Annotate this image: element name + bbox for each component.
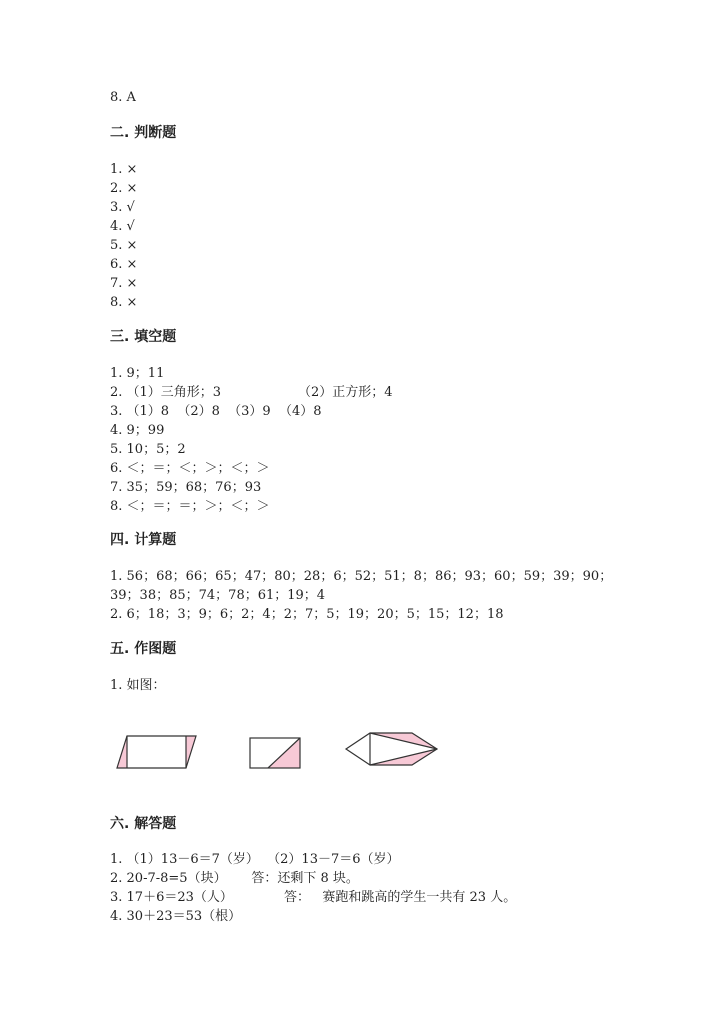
- judgement-item: 7. ×: [110, 276, 138, 291]
- judgement-item: 3. √: [110, 200, 135, 215]
- parallelogram-outline: [117, 736, 196, 768]
- section-title-judgement: 二. 判断题: [110, 125, 177, 141]
- parallelogram-figure: [117, 736, 196, 768]
- judgement-item: 8. ×: [110, 295, 138, 310]
- calc-item-continued: 39；38；85；74；78；61；19；4: [110, 588, 326, 603]
- calc-item: 2. 6；18；3；9；6；2；4；2；7；5；19；20；5；15；12；18: [110, 607, 504, 622]
- fill-item: 2. （1）三角形；3: [110, 385, 222, 400]
- section-title-drawing: 五. 作图题: [110, 641, 177, 657]
- hexagon-figure: [346, 733, 437, 765]
- section-title-calculation: 四. 计算题: [110, 532, 177, 548]
- solution-item-3-answer: 答： 赛跑和跳高的学生一共有 23 人。: [284, 890, 517, 905]
- judgement-item: 5. ×: [110, 238, 138, 253]
- fill-item: 7. 35；59；68；76；93: [110, 480, 262, 495]
- solution-item: 2. 20-7-8=5（块） 答：还剩下 8 块。: [110, 871, 359, 886]
- fill-item: 5. 10；5；2: [110, 442, 186, 457]
- solution-item: 3. 17＋6＝23（人）: [110, 890, 233, 905]
- judgement-item: 4. √: [110, 219, 135, 234]
- judgement-item: 1. ×: [110, 162, 138, 177]
- drawing-item: 1. 如图：: [110, 678, 166, 693]
- section-title-solution: 六. 解答题: [110, 816, 177, 832]
- answer-8: 8. A: [110, 90, 136, 105]
- fill-item: 8. ＜；＝；＝；＞；＜；＞: [110, 499, 270, 514]
- judgement-item: 2. ×: [110, 181, 138, 196]
- solution-item: 1. （1）13－6＝7（岁） （2）13－7＝6（岁）: [110, 852, 400, 867]
- calc-item: 1. 56；68；66；65；47；80；28；6；52；51；8；86；93；60；59；39；90；: [110, 569, 613, 584]
- solution-item: 4. 30＋23＝53（根）: [110, 909, 242, 924]
- judgement-item: 6. ×: [110, 257, 138, 272]
- fill-item: 6. ＜；＝；＜；＞；＜；＞: [110, 461, 270, 476]
- fill-item: 3. （1）8 （2）8 （3）9 （4）8: [110, 404, 322, 419]
- rectangle-figure: [250, 738, 300, 768]
- fill-item-2-right: （2）正方形；4: [298, 385, 393, 400]
- fill-item: 1. 9；11: [110, 366, 165, 381]
- section-title-fill-blank: 三. 填空题: [110, 329, 177, 345]
- fill-item: 4. 9；99: [110, 423, 165, 438]
